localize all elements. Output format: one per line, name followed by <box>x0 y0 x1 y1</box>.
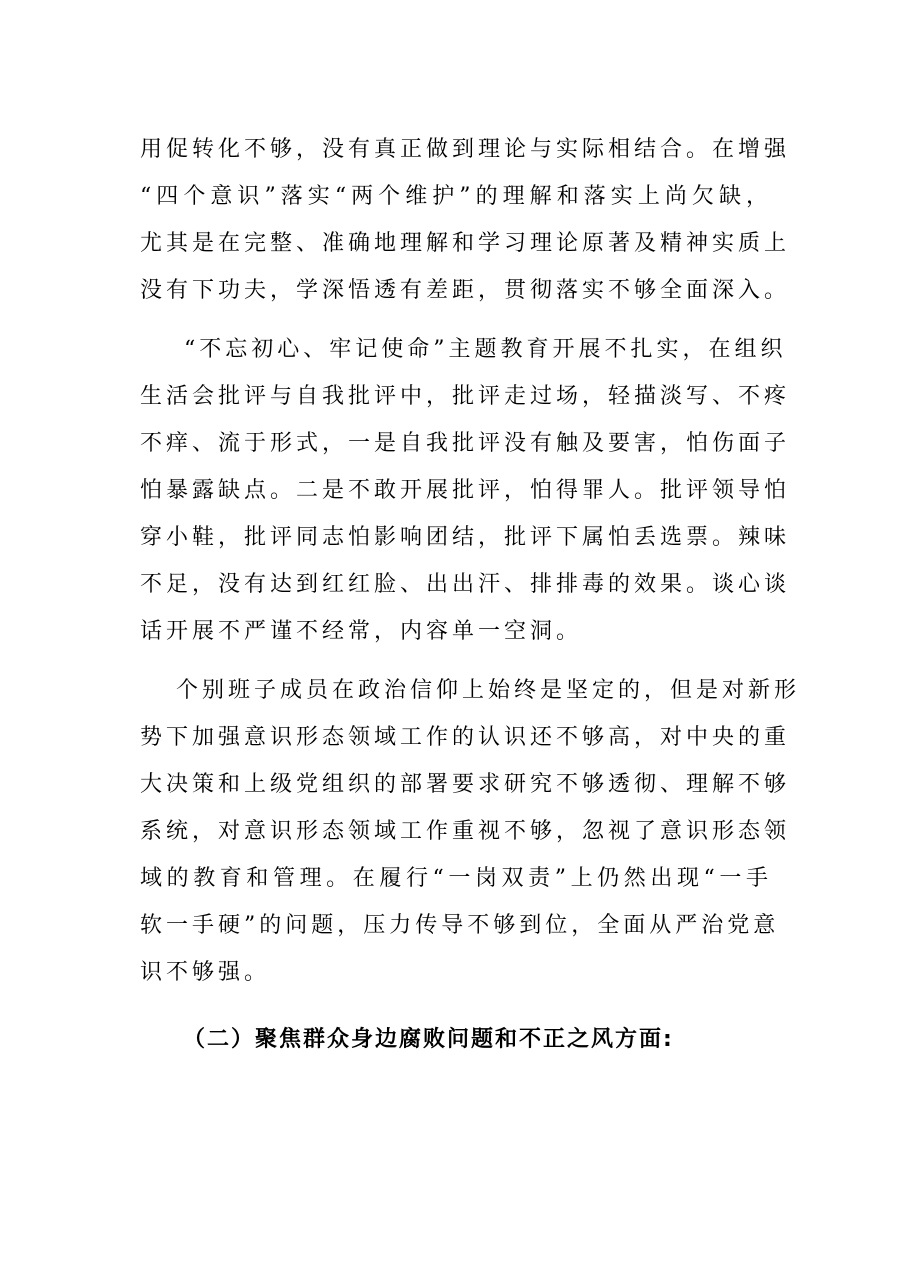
paragraph-line: 不足，没有达到红红脸、出出汗、排排毒的效果。谈心谈 <box>140 572 791 597</box>
paragraph-line: 不痒、流于形式，一是自我批评没有触及要害，怕伤面子 <box>140 431 791 456</box>
paragraph-1 <box>140 126 791 314</box>
paragraph-line: 系统，对意识形态领域工作重视不够，忽视了意识形态领 <box>140 819 791 844</box>
section-heading: （二）聚焦群众身边腐败问题和不正之风方面: <box>183 1027 674 1052</box>
paragraph-line: 大决策和上级党组织的部署要求研究不够透彻、理解不够 <box>140 772 791 797</box>
paragraph-2 <box>140 326 791 655</box>
paragraph-line: 个别班子成员在政治信仰上始终是坚定的，但是对新形 <box>176 678 801 703</box>
paragraph-line: 话开展不严谨不经常，内容单一空洞。 <box>140 619 583 644</box>
paragraph-line: 穿小鞋，批评同志怕影响团结，批评下属怕丢选票。辣味 <box>140 525 791 550</box>
paragraph-line: 尤其是在完整、准确地理解和学习理论原著及精神实质上 <box>140 231 791 256</box>
paragraph-line: 怕暴露缺点。二是不敢开展批评，怕得罪人。批评领导怕 <box>140 478 791 503</box>
paragraph-line: 域的教育和管理。在履行“一岗双责”上仍然出现“一手 <box>140 866 772 891</box>
paragraph-line: 用促转化不够，没有真正做到理论与实际相结合。在增强 <box>140 137 791 162</box>
paragraph-line: 生活会批评与自我批评中，批评走过场，轻描淡写、不疼 <box>140 384 791 409</box>
paragraph-line: “四个意识”落实“两个维护”的理解和落实上尚欠缺， <box>140 184 772 209</box>
paragraph-line: 势下加强意识形态领域工作的认识还不够高，对中央的重 <box>140 725 791 750</box>
paragraph-line: 软一手硬”的问题，压力传导不够到位，全面从严治党意 <box>140 913 780 938</box>
paragraph-3 <box>140 667 801 996</box>
paragraph-line: 识不够强。 <box>140 960 271 985</box>
paragraph-line: 没有下功夫，学深悟透有差距，贯彻落实不够全面深入。 <box>140 278 791 303</box>
paragraph-line: “不忘初心、牢记使命”主题教育开展不扎实，在组织 <box>184 337 787 362</box>
